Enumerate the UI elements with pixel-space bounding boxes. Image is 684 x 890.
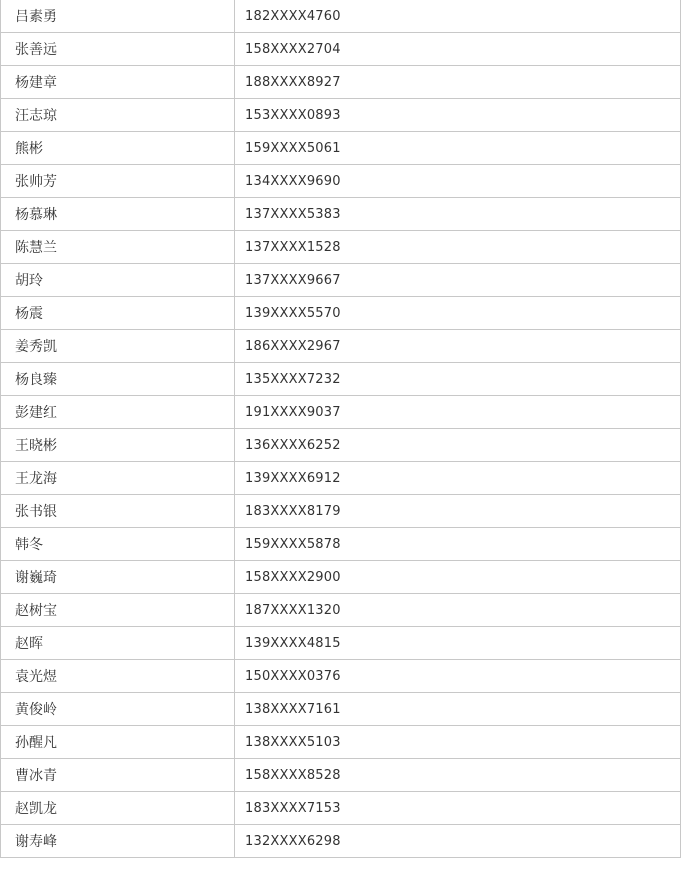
name-cell: 赵凯龙	[1, 792, 235, 825]
phone-cell: 188XXXX8927	[235, 66, 681, 99]
name-cell: 姜秀凯	[1, 330, 235, 363]
phone-cell: 159XXXX5061	[235, 132, 681, 165]
table-row	[1, 231, 681, 264]
phone-cell: 139XXXX6912	[235, 462, 681, 495]
name-cell: 杨建章	[1, 66, 235, 99]
phone-cell: 135XXXX7232	[235, 363, 681, 396]
table-row	[1, 264, 681, 297]
table-row	[1, 594, 681, 627]
table-row	[1, 198, 681, 231]
table-row	[1, 660, 681, 693]
phone-cell: 137XXXX5383	[235, 198, 681, 231]
table-row	[1, 363, 681, 396]
phone-cell: 134XXXX9690	[235, 165, 681, 198]
table-row	[1, 396, 681, 429]
phone-cell: 136XXXX6252	[235, 429, 681, 462]
phone-cell: 132XXXX6298	[235, 825, 681, 858]
phone-cell: 191XXXX9037	[235, 396, 681, 429]
phone-cell: 187XXXX1320	[235, 594, 681, 627]
table-row	[1, 825, 681, 858]
table-row	[1, 0, 681, 33]
table-row	[1, 792, 681, 825]
table-row	[1, 429, 681, 462]
table-row	[1, 528, 681, 561]
name-cell: 王晓彬	[1, 429, 235, 462]
name-cell: 胡玲	[1, 264, 235, 297]
name-cell: 杨良臻	[1, 363, 235, 396]
phone-cell: 139XXXX4815	[235, 627, 681, 660]
name-cell: 彭建红	[1, 396, 235, 429]
phone-cell: 153XXXX0893	[235, 99, 681, 132]
phone-cell: 138XXXX7161	[235, 693, 681, 726]
phone-cell: 186XXXX2967	[235, 330, 681, 363]
phone-cell: 139XXXX5570	[235, 297, 681, 330]
phone-cell: 183XXXX8179	[235, 495, 681, 528]
name-cell: 孙醒凡	[1, 726, 235, 759]
table-row	[1, 759, 681, 792]
name-cell: 袁光煜	[1, 660, 235, 693]
table-row	[1, 99, 681, 132]
name-cell: 杨慕琳	[1, 198, 235, 231]
name-cell: 谢巍琦	[1, 561, 235, 594]
table-row	[1, 33, 681, 66]
name-cell: 汪志琼	[1, 99, 235, 132]
name-cell: 张善远	[1, 33, 235, 66]
phone-cell: 150XXXX0376	[235, 660, 681, 693]
phone-cell: 137XXXX1528	[235, 231, 681, 264]
table-row	[1, 561, 681, 594]
phone-cell: 138XXXX5103	[235, 726, 681, 759]
name-cell: 吕素勇	[1, 0, 235, 33]
table-row	[1, 693, 681, 726]
name-cell: 杨震	[1, 297, 235, 330]
contact-table-body	[1, 0, 681, 858]
phone-cell: 137XXXX9667	[235, 264, 681, 297]
table-row	[1, 726, 681, 759]
name-cell: 王龙海	[1, 462, 235, 495]
table-row	[1, 66, 681, 99]
table-row	[1, 165, 681, 198]
table-row	[1, 132, 681, 165]
phone-cell: 182XXXX4760	[235, 0, 681, 33]
name-cell: 赵晖	[1, 627, 235, 660]
phone-cell: 159XXXX5878	[235, 528, 681, 561]
name-cell: 张帅芳	[1, 165, 235, 198]
phone-cell: 158XXXX2704	[235, 33, 681, 66]
phone-cell: 183XXXX7153	[235, 792, 681, 825]
name-cell: 陈慧兰	[1, 231, 235, 264]
name-cell: 赵树宝	[1, 594, 235, 627]
phone-cell: 158XXXX8528	[235, 759, 681, 792]
phone-cell: 158XXXX2900	[235, 561, 681, 594]
table-row	[1, 627, 681, 660]
name-cell: 曹冰青	[1, 759, 235, 792]
table-row	[1, 462, 681, 495]
name-cell: 韩冬	[1, 528, 235, 561]
table-row	[1, 330, 681, 363]
name-cell: 黄俊岭	[1, 693, 235, 726]
name-cell: 张书银	[1, 495, 235, 528]
name-cell: 谢寿峰	[1, 825, 235, 858]
name-cell: 熊彬	[1, 132, 235, 165]
table-row	[1, 297, 681, 330]
table-row	[1, 495, 681, 528]
